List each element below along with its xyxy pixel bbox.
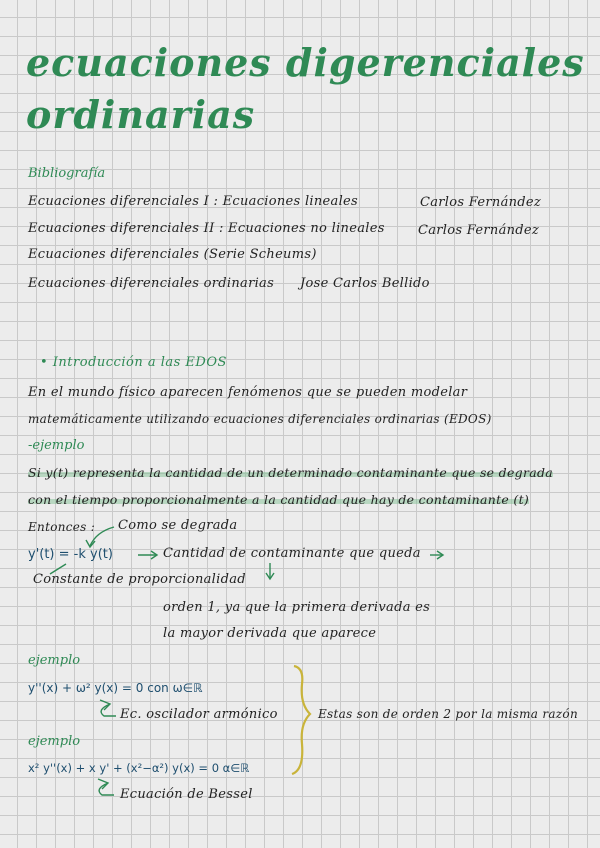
example2-equation: y''(x) + ω² y(x) = 0 con ω∈ℝ (28, 681, 203, 695)
arrow-down-orden (266, 563, 274, 579)
page-title-line2: ordinarias (26, 92, 256, 137)
bib-author-1: Carlos Fernández (420, 195, 542, 210)
bib-item-1: Ecuaciones diferenciales I : Ecuaciones lineales (28, 194, 358, 209)
bib-author-2: Carlos Fernández (418, 223, 540, 238)
example3-equation: x² y''(x) + x y' + (x²−α²) y(x) = 0 α∈ℝ (28, 761, 250, 775)
intro-paragraph-line1: En el mundo físico aparecen fenómenos que se pueden modelar (28, 385, 468, 400)
arrow-degrada (86, 527, 114, 547)
arrow-cantidad-right (430, 551, 443, 559)
example2-description: Ec. oscilador armónico (120, 707, 278, 722)
page-title-line1: ecuaciones digerenciales (26, 40, 585, 85)
arrow-constante (50, 564, 66, 574)
arrow-to-cantidad (138, 551, 157, 559)
example3-label: ejemplo (28, 734, 81, 749)
bib-item-2: Ecuaciones diferenciales II : Ecuaciones no lineales (28, 221, 385, 236)
example1-line1: Si y(t) representa la cantidad de un determinado contaminante que se degrada (28, 465, 554, 480)
constante-note: Constante de proporcionalidad (33, 572, 246, 587)
entonces-label: Entonces : (28, 520, 96, 534)
bib-item-3: Ecuaciones diferenciales (Serie Scheums) (28, 247, 317, 262)
bib-item-4: Ecuaciones diferenciales ordinarias (28, 276, 275, 291)
example1-label: -ejemplo (28, 438, 85, 453)
example3-description: Ecuación de Bessel (120, 787, 253, 802)
bibliography-heading: Bibliografía (28, 166, 106, 181)
arrow-bessel (98, 779, 114, 795)
degrada-note: Como se degrada (118, 518, 238, 533)
cantidad-note: Cantidad de contaminante que queda (163, 546, 421, 561)
example2-label: ejemplo (28, 653, 81, 668)
intro-paragraph-line2: matemáticamente utilizando ecuaciones diferenciales ordinarias (EDOS) (28, 412, 492, 426)
intro-heading: • Introducción a las EDOS (40, 355, 227, 370)
arrow-oscilador (100, 700, 116, 716)
curly-brace (292, 666, 310, 774)
example1-equation: y'(t) = -k y(t) (28, 547, 113, 562)
example1-line2: con el tiempo proporcionalmente a la cantidad que hay de contaminante (t) (28, 492, 530, 507)
orden-note-line2: la mayor derivada que aparece (163, 626, 377, 641)
orden-note-line1: orden 1, ya que la primera derivada es (163, 600, 431, 615)
bib-author-4: Jose Carlos Bellido (300, 276, 430, 291)
brace-note: Estas son de orden 2 por la misma razón (318, 707, 578, 721)
